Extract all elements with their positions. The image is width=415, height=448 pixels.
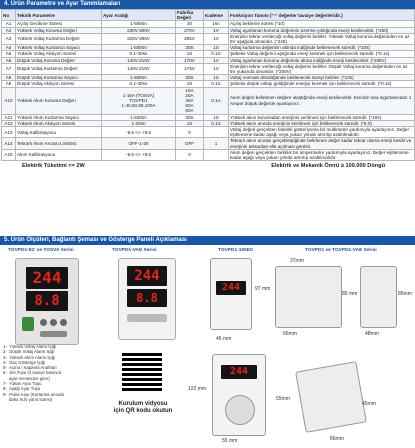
column-header: Teknik Parametre	[16, 10, 102, 21]
table-cell: 1S	[176, 81, 204, 87]
table-cell: 0.1S	[204, 120, 229, 126]
legend-item: 3- Yüksek Akım Alarm Işığı	[3, 354, 56, 360]
table-cell: Tekrarlı Akım Arızası Limitörü	[16, 138, 102, 149]
table-cell: Açılış bekleme süresi (*10)	[229, 21, 415, 27]
din-rail-device	[210, 258, 252, 330]
table-cell: 0	[176, 149, 204, 160]
side-view-device	[275, 266, 342, 328]
tovpd1-ve-label: TOVPD1 ve TOVPD1-VAE Serisi	[305, 248, 377, 253]
table-cell: Yüksek Voltaj Kurtarma Değeri	[16, 33, 102, 44]
table-row	[2, 87, 415, 114]
dim-48mm: 48mm	[365, 331, 379, 337]
table-cell: 0.1-30sn	[102, 51, 176, 57]
table-row	[2, 63, 415, 74]
dim-86mm: 86mm	[330, 436, 344, 442]
table-cell: Akım değeri gerçekten farklılık bir ampermetre yardımıyla ayarlayınız. Değer eşitlemene kadar aşağı veya yukarı yönde artırılıp azaltılmalıdır.	[229, 149, 415, 160]
table-row	[2, 33, 415, 44]
table-cell: 0.1A	[204, 87, 229, 114]
table-cell	[204, 127, 229, 138]
table-cell: Voltaj değeri gerçekten farklılık gösteriyorsa bir multimetre yardımıyla ayarlayınız. Değer eşitlemene kadar aşağı veya yukarı yönde artırılıp azaltılmalıdır.	[229, 127, 415, 138]
table-cell: 1-500sn	[102, 75, 176, 81]
plug-device	[212, 354, 266, 436]
table-cell: 175V	[176, 63, 204, 74]
vae-voltage-display: 244	[127, 266, 167, 286]
legend-item: 7- Yukarı Ayar Tuşu	[3, 381, 42, 387]
table-cell: 265V	[176, 33, 204, 44]
table-cell: 1V	[204, 63, 229, 74]
table-cell: Düşük Voltaj Kurtarma Değeri	[16, 63, 102, 74]
legend-item: 4- Güç Gösterge Işığı	[3, 359, 46, 365]
column-header: No	[2, 10, 16, 21]
table-cell: Voltaj normale döndüğünde beklenecek süreyi belirler. (*10s)	[229, 75, 415, 81]
table-cell: Voltaj Kalibrasyonu	[16, 127, 102, 138]
table-cell: Yüksek Voltaj Koruma Değeri	[16, 27, 102, 33]
table-cell: Yüksek akım korumadan enerjinin verilmesi için beklenecek süredir. (*10s)	[229, 114, 415, 120]
table-cell: 1sn	[204, 21, 229, 27]
dim-97mm: 97 mm	[255, 286, 271, 292]
table-cell: A6	[2, 57, 16, 63]
pulse-button[interactable]	[40, 331, 67, 337]
table-cell: 1S	[176, 51, 204, 57]
legend-item: 5- Açma / Kapama Anahtarı	[3, 365, 57, 371]
table-cell: 270V	[176, 27, 204, 33]
table-cell: -9.5 <> +9.5	[102, 127, 176, 138]
up-button[interactable]	[50, 319, 57, 326]
tovpd1-vae-label: TOVPD1-VAE Serisi	[112, 248, 157, 253]
table-cell: Yüksek Akım Aksiyon Süresi	[16, 120, 102, 126]
table-footer	[0, 161, 415, 171]
table-row	[2, 149, 415, 160]
legend-item: 6- Set Tuşu (3 saniye basınca	[3, 370, 62, 376]
table-cell: Yüksek Voltaj Kurtarma Sayacı	[16, 45, 102, 51]
table-cell: OFF	[176, 138, 204, 149]
table-cell: A2	[2, 27, 16, 33]
table-cell: 30	[176, 21, 204, 27]
dim-122mm: 122 mm	[188, 386, 207, 392]
table-cell: A12	[2, 120, 16, 126]
table-cell: 1-500sn	[102, 114, 176, 120]
socket-icon	[225, 395, 255, 425]
table-cell: 30S	[176, 75, 204, 81]
table-cell: Açılış Gecikme Süresi	[16, 21, 102, 27]
table-cell: Düşük Voltaj Kurtarma Sayacı	[16, 75, 102, 81]
table-cell: 1S	[204, 45, 229, 51]
table-cell: A11	[2, 114, 16, 120]
parameter-table	[1, 9, 415, 161]
table-cell: Düşük Voltaj Koruma Değeri	[16, 57, 102, 63]
table-cell: Akım değeri belirlenen değere ulaştığında enerji kesilecektir. Evinizin ana sigortasından 1 Amper düşük değerde ayarlayınız.	[229, 87, 415, 114]
section5-header: 5. Ürün Ölçüleri, Bağlantı Şeması ve Gösterge Paneli Açıklaması	[0, 236, 415, 245]
dim-37mm: 37mm	[290, 258, 304, 264]
table-cell: Enerjinin tekrar verileceği voltaj değerini belirler. Yüksek Voltaj koruma değerinden en az 5V aşağıda olmalıdır. (*245)	[229, 33, 415, 44]
table-cell: 230V-300V	[102, 27, 176, 33]
table-cell: 1	[204, 138, 229, 149]
table-cell: Şebeke Voltaj değerini aştığında enerji kesmek için beklenecek süredir. (*0.1s)	[229, 51, 415, 57]
tovpd1-ec-device	[15, 258, 79, 345]
vae-current-display: 8.8	[127, 289, 167, 307]
legend-item: 9- Pulse tuşu (Kurtarma anında	[3, 391, 64, 397]
dim-66mm: 66mm	[283, 331, 297, 337]
table-cell: A5	[2, 51, 16, 57]
table-cell: 1S	[204, 75, 229, 81]
tovpd1-vae-device	[118, 258, 176, 340]
table-cell: 1-500sn	[102, 45, 176, 51]
table-cell: A10	[2, 87, 16, 114]
table-cell: A7	[2, 63, 16, 74]
plug-side-device	[295, 361, 367, 433]
table-cell: 225V-295V	[102, 33, 176, 44]
power-consumption-note: Elektrik Tüketimi <= 2W	[22, 163, 85, 170]
table-cell: OFF-1-20	[102, 138, 176, 149]
set-button[interactable]	[40, 319, 47, 326]
table-cell: Düşük Voltaj Aksiyon Süresi	[16, 81, 102, 87]
section4-header: 4. Ürün Parametre ve Ayar Tanımlamaları	[0, 0, 415, 9]
section5	[0, 236, 415, 444]
table-cell: 1-16A (TOSVA) TOVPD1 1-40,60,80,100A	[102, 87, 176, 114]
qr-code[interactable]	[122, 351, 162, 391]
vae-button-row[interactable]	[127, 314, 167, 322]
table-cell: Enerjinin tekrar verileceği voltaj değerini belirler. Düşük Voltaj koruma değerinden en az 5V yukarıda olmalıdır. (*200V)	[229, 63, 415, 74]
table-cell: 0.1-30sn	[102, 81, 176, 87]
legend-item: ayar menüsüne girer)	[3, 375, 50, 381]
table-cell: 0.1S	[204, 81, 229, 87]
table-cell: Yüksek Akım Koruma Değeri	[16, 87, 102, 114]
table-cell: 0.1S	[204, 51, 229, 57]
table-cell: Şebeke düşük voltajı geldiğinde enerjiyi kesmek için beklenecek süredir. (*0.1s)	[229, 81, 415, 87]
table-cell: Tekrarlı akım arızası gerçekleştiğinde belirlenen değer kadar tekrar olursa enerji kesilir ve enerjinin tekrardan elle açılması gerekir.	[229, 138, 415, 149]
table-cell	[204, 149, 229, 160]
table-cell: A9	[2, 81, 16, 87]
dim-45mm: 45 mm	[216, 336, 232, 342]
table-row	[2, 127, 415, 138]
tovpd1-tosva-label: TOVPD1-EC ve TOSVA Serisi	[8, 248, 74, 253]
dim-55mm-side: 55mm	[276, 396, 290, 402]
dim-55mm: 55 mm	[222, 438, 238, 444]
table-cell: 1V	[204, 27, 229, 33]
table-cell: A15	[2, 149, 16, 160]
column-header: Ayar Aralığı	[102, 10, 176, 21]
table-cell: Yüksek Akım Kurtarma Sayacı	[16, 114, 102, 120]
legend-item: 1- Yüksek Voltaj Alarm Işığı	[3, 344, 57, 349]
legend-item: daha hızlı yanıt süresi)	[3, 396, 53, 402]
down-button[interactable]	[60, 319, 67, 326]
table-cell: Voltaj ayarlanan koruma değerinin üzerine çıktığında enerji kesilecektir. (*250)	[229, 27, 415, 33]
table-cell: 140V-210V	[102, 57, 176, 63]
table-cell: A14	[2, 138, 16, 149]
tovpd1-100ec-label: TOVPD1-100EC	[218, 248, 254, 253]
table-cell: 1S	[176, 120, 204, 126]
table-cell: A8	[2, 75, 16, 81]
table-cell: A13	[2, 127, 16, 138]
front-view-device	[360, 266, 397, 328]
table-cell: Yüksek akım anında enerjinin kesilmesi için beklenecek süredir. (*5.0)	[229, 120, 415, 126]
lifetime-note: Elektrik ve Mekanik Ömrü ≥ 100.000 Döngü	[271, 163, 385, 170]
din-display: 244	[216, 281, 246, 295]
legend-item: 8- Aşağı Ayar Tuşu	[3, 386, 41, 392]
table-cell: Yüksek Voltaj Aksiyon Süresi	[16, 51, 102, 57]
table-cell: A1	[2, 21, 16, 27]
table-cell: 170V	[176, 57, 204, 63]
table-cell: Voltaj kurtarma değerinin altında indiğinde beklenecek süredir. (*10s)	[229, 45, 415, 51]
table-row	[2, 138, 415, 149]
table-cell: 1S	[204, 114, 229, 120]
table-cell: A4	[2, 45, 16, 51]
plug-display: 244	[221, 365, 257, 379]
current-display: 8.8	[26, 291, 68, 311]
dim-45mm-side: 45mm	[362, 401, 376, 407]
table-cell: 1V	[204, 57, 229, 63]
power-switch[interactable]	[22, 317, 34, 331]
table-cell: 30S	[176, 114, 204, 120]
table-cell: 16A 20A 40A 60A 80A	[176, 87, 204, 114]
indicator-legend	[3, 344, 64, 402]
table-header-row	[2, 10, 415, 21]
legend-item: 2- Düşük Voltaj Alarm Işığı	[3, 349, 55, 355]
table-cell: 1-500sn	[102, 21, 176, 27]
table-cell: -9.5 <> +9.5	[102, 149, 176, 160]
column-header: Kademe	[204, 10, 229, 21]
qr-caption: Kurulum vidyosu için QR kodu okutun	[113, 401, 173, 414]
table-cell: 1-30sn	[102, 120, 176, 126]
column-header: Fonksiyon Tanımı ("-" değerler tavaiye değerleridir.)	[229, 10, 415, 21]
dim-85mm-a: 85 mm	[342, 291, 358, 297]
table-cell: 145V-215V	[102, 63, 176, 74]
table-cell: A3	[2, 33, 16, 44]
table-cell: Voltaj ayarlanan koruma değerinin altına indiğinde enerji kesilecektir. (*195V)	[229, 57, 415, 63]
table-cell: 1V	[204, 33, 229, 44]
table-cell: 30S	[176, 45, 204, 51]
voltage-display: 244	[26, 267, 68, 289]
dim-85mm-b: 85mm	[398, 291, 412, 297]
table-cell: Akım Kalibrasyonu	[16, 149, 102, 160]
table-body	[2, 21, 415, 161]
table-cell: 0	[176, 127, 204, 138]
column-header: Fabrika Değeri	[176, 10, 204, 21]
